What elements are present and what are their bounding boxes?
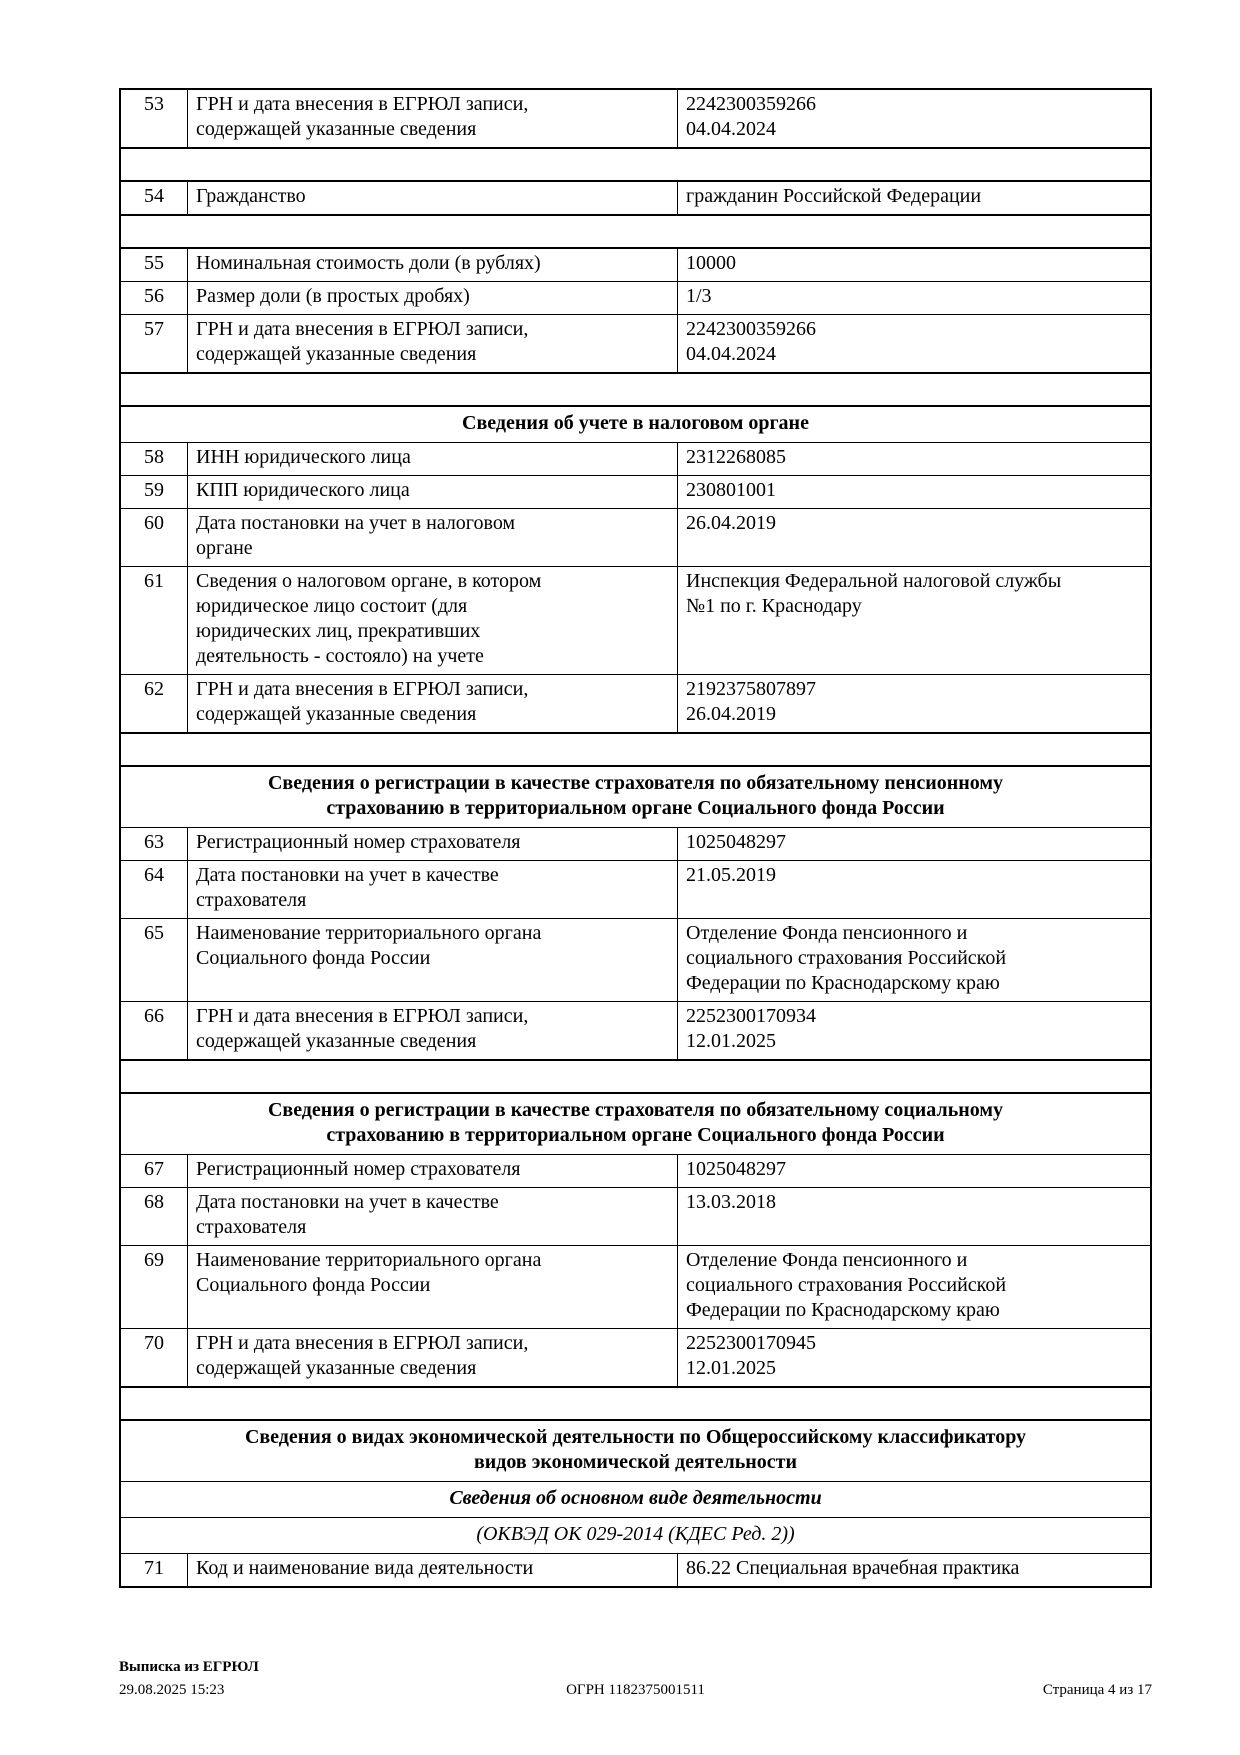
section-header: Сведения о регистрации в качестве страхователя по обязательному социальному страхованию в территориальном органе Социального фонда России <box>121 1092 1150 1154</box>
row-value: 1/3 <box>686 285 712 307</box>
spacer-row <box>121 1059 1150 1092</box>
row-label: ГРН и дата внесения в ЕГРЮЛ записи, содержащей указанные сведения <box>188 315 678 372</box>
row-value: 21.05.2019 <box>686 864 776 886</box>
spacer-row <box>121 147 1150 180</box>
row-value: 230801001 <box>686 479 776 501</box>
spacer-row <box>121 1386 1150 1419</box>
row-label: Дата постановки на учет в качестве страхователя <box>188 1188 678 1245</box>
table-row <box>121 475 1150 508</box>
row-value: 10000 <box>686 252 736 274</box>
row-value: 86.22 Специальная врачебная практика <box>686 1557 1020 1579</box>
row-label: ГРН и дата внесения в ЕГРЮЛ записи, содержащей указанные сведения <box>188 90 678 147</box>
row-number: 70 <box>121 1329 188 1386</box>
table-row <box>121 1187 1150 1245</box>
row-number: 59 <box>121 476 188 508</box>
section-header: Сведения об учете в налоговом органе <box>121 405 1150 442</box>
row-label: Регистрационный номер страхователя <box>188 1155 678 1187</box>
row-value: 2242300359266 04.04.2024 <box>686 318 816 365</box>
row-number: 53 <box>121 90 188 147</box>
table-row <box>121 674 1150 732</box>
row-label: Гражданство <box>188 182 678 214</box>
table-row <box>121 1328 1150 1386</box>
row-value: 2312268085 <box>686 446 786 468</box>
footer-timestamp: 29.08.2025 15:23 <box>119 1682 225 1698</box>
spacer-row <box>121 732 1150 765</box>
table-row <box>121 860 1150 918</box>
table-row <box>121 827 1150 860</box>
row-number: 66 <box>121 1002 188 1059</box>
subsection-header: (ОКВЭД ОК 029-2014 (КДЕС Ред. 2)) <box>121 1517 1150 1553</box>
table-row <box>121 314 1150 372</box>
table-row <box>121 918 1150 1001</box>
table-row <box>121 442 1150 475</box>
table-row <box>121 508 1150 566</box>
row-label: ИНН юридического лица <box>188 443 678 475</box>
row-label: Код и наименование вида деятельности <box>188 1554 678 1586</box>
row-number: 65 <box>121 919 188 1001</box>
row-label: Наименование территориального органа Социального фонда России <box>188 1246 678 1328</box>
row-number: 64 <box>121 861 188 918</box>
row-label: Наименование территориального органа Социального фонда России <box>188 919 678 1001</box>
row-value: гражданин Российской Федерации <box>686 185 982 207</box>
row-value: Инспекция Федеральной налоговой службы №1 по г. Краснодару <box>686 570 1062 617</box>
row-number: 67 <box>121 1155 188 1187</box>
spacer-row <box>121 214 1150 247</box>
table-row <box>121 90 1150 147</box>
row-value: Отделение Фонда пенсионного и социального страхования Российской Федерации по Краснодарскому краю <box>686 1249 1007 1321</box>
row-number: 71 <box>121 1554 188 1586</box>
row-value: 13.03.2018 <box>686 1191 776 1213</box>
row-number: 54 <box>121 182 188 214</box>
row-number: 55 <box>121 249 188 281</box>
row-label: ГРН и дата внесения в ЕГРЮЛ записи, содержащей указанные сведения <box>188 1329 678 1386</box>
egrul-table <box>119 88 1152 1588</box>
table-row <box>121 1553 1150 1586</box>
subsection-header: Сведения об основном виде деятельности <box>121 1481 1150 1517</box>
table-row <box>121 1001 1150 1059</box>
row-label: Размер доли (в простых дробях) <box>188 282 678 314</box>
row-value: Отделение Фонда пенсионного и социального страхования Российской Федерации по Краснодарскому краю <box>686 922 1007 994</box>
row-number: 69 <box>121 1246 188 1328</box>
row-number: 58 <box>121 443 188 475</box>
row-number: 56 <box>121 282 188 314</box>
row-label: Дата постановки на учет в налоговом органе <box>188 509 678 566</box>
row-number: 68 <box>121 1188 188 1245</box>
row-value: 1025048297 <box>686 1158 786 1180</box>
table-row <box>121 566 1150 674</box>
row-number: 61 <box>121 567 188 674</box>
row-label: ГРН и дата внесения в ЕГРЮЛ записи, содержащей указанные сведения <box>188 1002 678 1059</box>
row-value: 2252300170934 12.01.2025 <box>686 1005 816 1052</box>
section-header: Сведения о регистрации в качестве страхователя по обязательному пенсионному страхованию в территориальном органе Социального фонда России <box>121 765 1150 827</box>
row-value: 2252300170945 12.01.2025 <box>686 1332 816 1379</box>
row-value: 1025048297 <box>686 831 786 853</box>
row-value: 2192375807897 26.04.2019 <box>686 678 816 725</box>
row-label: Дата постановки на учет в качестве страхователя <box>188 861 678 918</box>
row-value: 26.04.2019 <box>686 512 776 534</box>
table-row <box>121 281 1150 314</box>
row-label: Сведения о налоговом органе, в котором юридическое лицо состоит (для юридических лиц, прекративших деятельность - состояло) на учете <box>188 567 678 674</box>
footer-doc-type: Выписка из ЕГРЮЛ <box>119 1659 259 1675</box>
row-number: 60 <box>121 509 188 566</box>
footer <box>119 1656 1152 1716</box>
spacer-row <box>121 372 1150 405</box>
row-label: Номинальная стоимость доли (в рублях) <box>188 249 678 281</box>
table-row <box>121 1154 1150 1187</box>
row-label: КПП юридического лица <box>188 476 678 508</box>
footer-page-info: Страница 4 из 17 <box>1042 1682 1152 1698</box>
table-row <box>121 247 1150 281</box>
table-row <box>121 1245 1150 1328</box>
table-row <box>121 180 1150 214</box>
row-label: Регистрационный номер страхователя <box>188 828 678 860</box>
row-value: 2242300359266 04.04.2024 <box>686 93 816 140</box>
row-number: 57 <box>121 315 188 372</box>
row-label: ГРН и дата внесения в ЕГРЮЛ записи, содержащей указанные сведения <box>188 675 678 732</box>
footer-ogrn: ОГРН 1182375001511 <box>566 1682 705 1698</box>
row-number: 62 <box>121 675 188 732</box>
row-number: 63 <box>121 828 188 860</box>
section-header: Сведения о видах экономической деятельности по Общероссийскому классификатору видов экономической деятельности <box>121 1419 1150 1481</box>
